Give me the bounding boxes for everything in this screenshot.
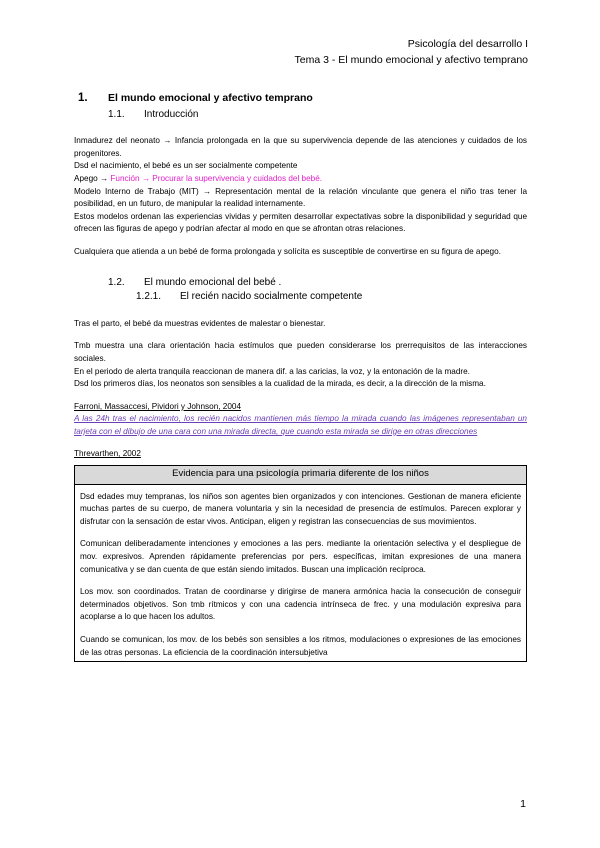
evidence-box-title: Evidencia para una psicología primaria diferente de los niños	[75, 466, 526, 485]
main-content	[74, 92, 527, 662]
paragraph: Estos modelos ordenan las experiencias vividas y permiten desarrollar expectativas sobre la disponibilidad y seguridad que ofrecen las figuras de apego y podrían afectar al modo en que se afrontan otras relaciones.	[74, 211, 527, 234]
paragraph: Tras el parto, el bebé da muestras evidentes de malestar o bienestar.	[74, 318, 326, 328]
heading-title: El recién nacido socialmente competente	[180, 291, 363, 303]
heading-number: 1.1.	[108, 108, 125, 120]
topic-title: Tema 3 - El mundo emocional y afectivo temprano	[294, 54, 528, 66]
heading-title: El mundo emocional del bebé .	[144, 276, 282, 288]
page-header	[295, 36, 528, 68]
paragraph: En el periodo de alerta tranquila reaccionan de manera dif. a las caricias, la voz, y la entonación de la madre.	[74, 366, 470, 376]
apego-label: Apego →	[74, 173, 111, 183]
heading-number: 1.2.	[108, 276, 125, 288]
paragraph: Dsd el nacimiento, el bebé es un ser socialmente competente	[74, 161, 298, 171]
heading-number: 1.2.1.	[136, 291, 162, 303]
evidence-paragraph: Comunican deliberadamente intenciones y emociones a las pers. mediante la orientación selectiva y el despliegue de mov. expresivos. Aprenden rápidamente preferencias por pers. específicas, imitan expresiones de una manera comunicativa y se dan cuenta de que están siendo imitados. Buscan una implicación recíproca.	[80, 539, 521, 574]
evidence-paragraph: Los mov. son coordinados. Tratan de coordinarse y dirigirse de manera armónica hacia la consecución de conseguir determinados objetivos. Son tmb rítmicos y con una cadencia intrínseca de frec. y una modulación expresiva para acoplarse a lo que hacen los adultos.	[80, 587, 521, 622]
evidence-box-body	[75, 485, 526, 660]
page-number: 1	[520, 798, 526, 810]
heading-title: Introducción	[144, 108, 199, 120]
heading-section-1-1	[108, 109, 527, 122]
evidence-paragraph: Cuando se comunican, los mov. de los bebés son sensibles a los ritmos, modulaciones o expresiones de las emociones de las otras personas. La eficiencia de la coordinación intersubjetiva	[80, 635, 521, 657]
course-title: Psicología del desarrollo I	[407, 38, 528, 50]
reference-quote: A las 24h tras el nacimiento, los recién nacidos mantienen más tiempo la mirada cuando las imágenes representaban un tarjeta con el dibujo de una cara con una mirada directa, que cuando esta mirada se dirige en otras direcciones	[74, 414, 527, 436]
apego-function: Función → Procurar la supervivencia y cuidados del bebé.	[110, 173, 323, 183]
trevarthen-reference: Threvarthen, 2002	[74, 449, 141, 459]
paragraph: Modelo Interno de Trabajo (MIT) → Representación mental de la relación vinculante que genera el niño tras tener la posibilidad, en un futuro, de manipular la realidad internamente.	[74, 186, 527, 209]
heading-number: 1.	[78, 92, 88, 104]
heading-section-1-2	[108, 277, 527, 290]
paragraph: Inmadurez del neonato → Infancia prolongada en la que su supervivencia depende de las atenciones y cuidados de los progenitores.	[74, 136, 527, 158]
reference-authors: Farroni, Massaccesi, Pividori y Johnson, 2004	[74, 401, 242, 411]
heading-title: El mundo emocional y afectivo temprano	[108, 92, 313, 104]
evidence-paragraph: Dsd edades muy tempranas, los niños son agentes bien organizados y con intenciones. Gestionan de manera eficiente muchas partes de su cuerpo, de manera voluntaria y sin la necesidad de presencia de estímulos. Parecen explorar y disfrutar con la sensación de estar vivos. Anticipan, eligen y registran las consecuencias de sus movimientos.	[80, 491, 521, 526]
evidence-box	[74, 465, 527, 662]
paragraph: Cualquiera que atienda a un bebé de forma prolongada y solícita es susceptible de convertirse en su figura de apego.	[74, 246, 501, 256]
paragraph: Tmb muestra una clara orientación hacia estímulos que pueden considerarse los prerrequisitos de las interacciones sociales.	[74, 341, 527, 363]
heading-section-1-2-1	[136, 291, 527, 304]
paragraph-apego	[74, 173, 527, 186]
heading-section-1	[78, 92, 527, 105]
paragraph: Dsd los primeros días, los neonatos son sensibles a la cualidad de la mirada, es decir, a la dirección de la misma.	[74, 379, 486, 389]
